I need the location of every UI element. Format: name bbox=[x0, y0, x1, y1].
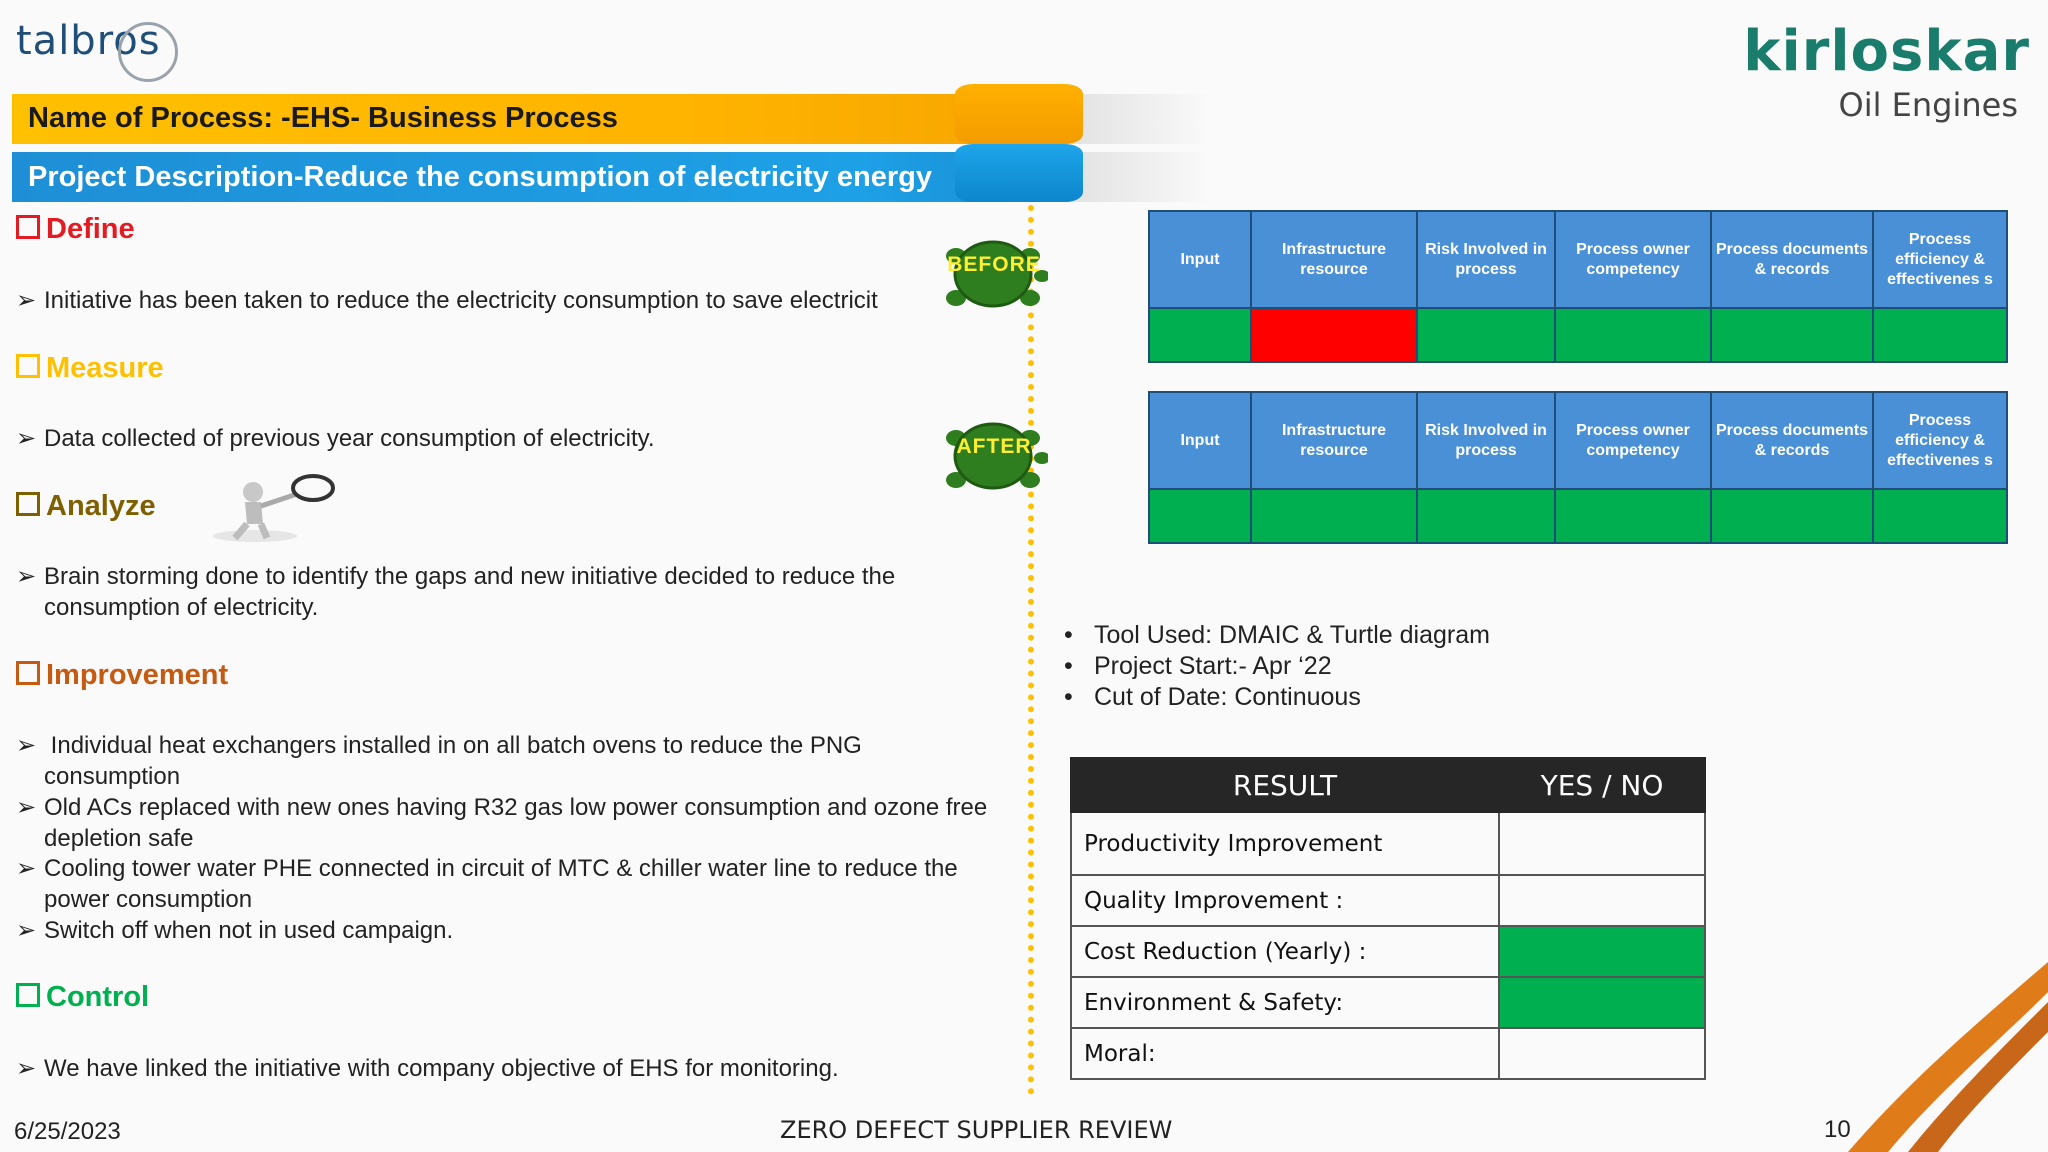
col-documents: Process documents & records bbox=[1711, 392, 1873, 489]
improvement-bullet-text: Switch off when not in used campaign. bbox=[44, 917, 454, 944]
after-status-row bbox=[1149, 489, 2007, 543]
improvement-heading bbox=[16, 659, 228, 692]
status-cell bbox=[1251, 489, 1417, 543]
table-row bbox=[1071, 977, 1705, 1028]
define-bullet bbox=[16, 285, 878, 316]
control-bullet bbox=[16, 1053, 839, 1084]
result-label: Cost Reduction (Yearly) : bbox=[1071, 926, 1499, 977]
after-turtle-table bbox=[1148, 391, 2008, 544]
checkbox-square-icon bbox=[16, 983, 40, 1007]
control-heading bbox=[16, 981, 149, 1014]
page-number: 10 bbox=[1824, 1116, 1851, 1143]
table-row bbox=[1071, 1028, 1705, 1079]
arrow-bullet-icon: ➢ bbox=[16, 1055, 37, 1082]
col-efficiency: Process efficiency & effectivenes s bbox=[1873, 211, 2007, 308]
result-header: RESULT bbox=[1071, 758, 1499, 812]
project-description-banner bbox=[12, 152, 1012, 202]
bullet-dot-icon: • bbox=[1064, 652, 1073, 680]
table-row bbox=[1149, 392, 2007, 489]
status-cell bbox=[1149, 308, 1251, 362]
arrow-bullet-icon: ➢ bbox=[16, 563, 37, 590]
arrow-bullet-icon: ➢ bbox=[16, 917, 37, 944]
improvement-bullet bbox=[16, 915, 453, 946]
status-cell bbox=[1555, 489, 1711, 543]
dotted-divider bbox=[1028, 205, 1034, 1095]
checkbox-square-icon bbox=[16, 215, 40, 239]
improvement-bullet-text: Individual heat exchangers installed in on all batch ovens to reduce the PNG consumption bbox=[44, 732, 869, 790]
yes-no-header: YES / NO bbox=[1499, 758, 1705, 812]
col-risk: Risk Involved in process bbox=[1417, 211, 1555, 308]
cut-of-date-text: Cut of Date: Continuous bbox=[1094, 683, 1361, 711]
table-row bbox=[1149, 211, 2007, 308]
before-turtle-table bbox=[1148, 210, 2008, 363]
analyze-bullet-text: Brain storming done to identify the gaps and new initiative decided to reduce the consumption of electricity. bbox=[44, 563, 896, 621]
col-efficiency: Process efficiency & effectivenes s bbox=[1873, 392, 2007, 489]
table-row bbox=[1071, 812, 1705, 875]
improvement-bullet bbox=[16, 853, 1029, 915]
kirloskar-logo bbox=[1743, 19, 2030, 124]
improvement-bullet bbox=[16, 792, 1029, 854]
measure-title: Measure bbox=[46, 352, 164, 384]
checkbox-square-icon bbox=[16, 492, 40, 516]
arrow-bullet-icon: ➢ bbox=[16, 855, 37, 882]
col-owner: Process owner competency bbox=[1555, 211, 1711, 308]
improvement-bullet-text: Old ACs replaced with new ones having R32 gas low power consumption and ozone free depletion safe bbox=[44, 794, 988, 852]
measure-bullet bbox=[16, 423, 655, 454]
define-heading bbox=[16, 213, 135, 246]
status-cell bbox=[1873, 308, 2007, 362]
col-input: Input bbox=[1149, 392, 1251, 489]
footer-title: ZERO DEFECT SUPPLIER REVIEW bbox=[780, 1116, 1173, 1144]
arrow-bullet-icon: ➢ bbox=[16, 425, 37, 452]
checkbox-square-icon bbox=[16, 661, 40, 685]
status-cell bbox=[1417, 308, 1555, 362]
kirloskar-logo-name: kirloskar bbox=[1743, 19, 2030, 84]
process-name: Name of Process: -EHS- Business Process bbox=[28, 102, 618, 134]
after-label: AFTER bbox=[956, 435, 1032, 458]
list-item bbox=[1064, 620, 1490, 651]
result-value-cell bbox=[1499, 1028, 1705, 1079]
improvement-title: Improvement bbox=[46, 659, 229, 691]
project-start-text: Project Start:- Apr ‘22 bbox=[1094, 652, 1332, 680]
talbros-logo-ring bbox=[118, 22, 178, 82]
blue-cylinder-decoration bbox=[955, 144, 1083, 202]
arrow-bullet-icon: ➢ bbox=[16, 794, 37, 821]
table-header-row bbox=[1071, 758, 1705, 812]
improvement-bullet-text: Cooling tower water PHE connected in circuit of MTC & chiller water line to reduce the power consumption bbox=[44, 855, 958, 913]
define-bullet-text: Initiative has been taken to reduce the electricity consumption to save electricit bbox=[44, 287, 878, 314]
arrow-bullet-icon: ➢ bbox=[16, 287, 37, 314]
improvement-bullet bbox=[16, 730, 1004, 792]
control-title: Control bbox=[46, 981, 150, 1013]
table-row bbox=[1071, 926, 1705, 977]
tools-list bbox=[1064, 620, 1490, 713]
arrow-bullet-icon: ➢ bbox=[16, 732, 37, 759]
result-label: Productivity Improvement bbox=[1071, 812, 1499, 875]
talbros-logo: talbros bbox=[16, 18, 161, 64]
status-cell bbox=[1417, 489, 1555, 543]
status-cell bbox=[1149, 489, 1251, 543]
orange-cylinder-decoration bbox=[955, 84, 1083, 144]
kirloskar-logo-sub: Oil Engines bbox=[1838, 86, 2018, 124]
before-status-row bbox=[1149, 308, 2007, 362]
footer-date: 6/25/2023 bbox=[14, 1118, 121, 1145]
after-turtle-icon bbox=[938, 410, 1048, 500]
magnifier-person-icon bbox=[205, 472, 345, 544]
col-owner: Process owner competency bbox=[1555, 392, 1711, 489]
result-value-cell bbox=[1499, 926, 1705, 977]
tool-used-text: Tool Used: DMAIC & Turtle diagram bbox=[1094, 621, 1490, 649]
bullet-dot-icon: • bbox=[1064, 683, 1073, 711]
result-value-cell bbox=[1499, 812, 1705, 875]
list-item bbox=[1064, 682, 1490, 713]
corner-swoosh-decoration bbox=[1848, 962, 2048, 1152]
analyze-title: Analyze bbox=[46, 490, 156, 522]
measure-bullet-text: Data collected of previous year consumption of electricity. bbox=[44, 425, 655, 452]
analyze-heading bbox=[16, 490, 156, 523]
control-bullet-text: We have linked the initiative with company objective of EHS for monitoring. bbox=[44, 1055, 839, 1082]
col-risk: Risk Involved in process bbox=[1417, 392, 1555, 489]
status-cell bbox=[1555, 308, 1711, 362]
status-cell bbox=[1251, 308, 1417, 362]
result-label: Quality Improvement : bbox=[1071, 875, 1499, 926]
status-cell bbox=[1711, 308, 1873, 362]
result-value-cell bbox=[1499, 977, 1705, 1028]
result-value-cell bbox=[1499, 875, 1705, 926]
result-label: Moral: bbox=[1071, 1028, 1499, 1079]
status-cell bbox=[1711, 489, 1873, 543]
before-label: BEFORE bbox=[947, 253, 1041, 276]
col-infrastructure: Infrastructure resource bbox=[1251, 392, 1417, 489]
analyze-bullet bbox=[16, 561, 994, 623]
project-description: Project Description-Reduce the consumption of electricity energy bbox=[28, 161, 933, 193]
before-turtle-icon bbox=[938, 228, 1048, 318]
table-row bbox=[1071, 875, 1705, 926]
measure-heading bbox=[16, 352, 164, 385]
process-name-banner bbox=[12, 94, 1012, 144]
col-infrastructure: Infrastructure resource bbox=[1251, 211, 1417, 308]
col-documents: Process documents & records bbox=[1711, 211, 1873, 308]
col-input: Input bbox=[1149, 211, 1251, 308]
result-label: Environment & Safety: bbox=[1071, 977, 1499, 1028]
status-cell bbox=[1873, 489, 2007, 543]
list-item bbox=[1064, 651, 1490, 682]
result-table bbox=[1070, 757, 1706, 1080]
bullet-dot-icon: • bbox=[1064, 621, 1073, 649]
checkbox-square-icon bbox=[16, 354, 40, 378]
define-title: Define bbox=[46, 213, 135, 245]
